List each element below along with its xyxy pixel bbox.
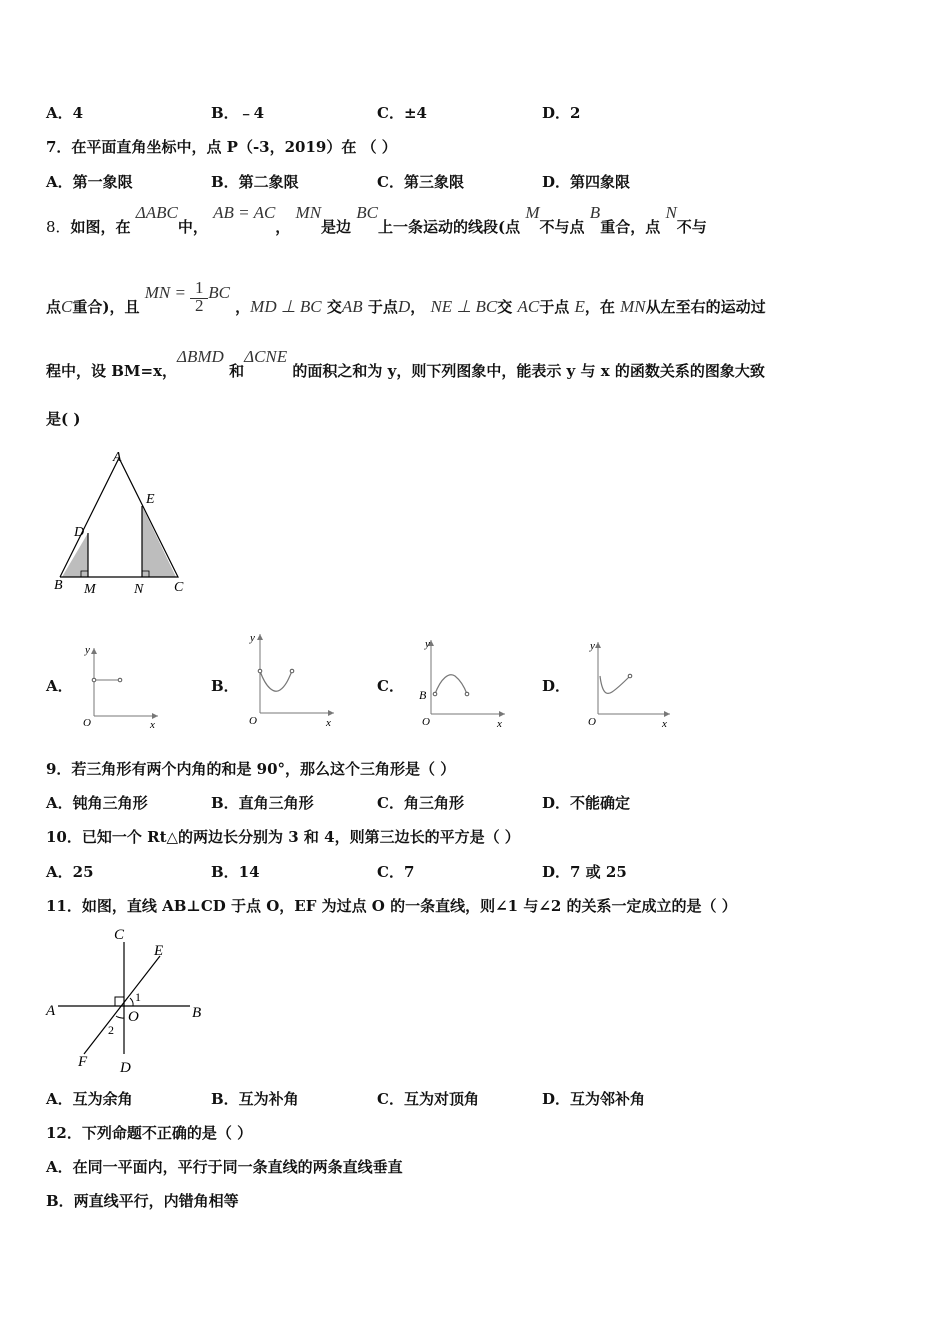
graph-d xyxy=(580,636,675,734)
label-e: E xyxy=(146,492,155,507)
svg-text:O: O xyxy=(83,717,91,729)
q9-stem: 9．若三角形有两个内角的和是 90°，那么这个三角形是（ ） xyxy=(46,760,456,778)
graph-b xyxy=(240,628,340,732)
label-a: A xyxy=(113,450,122,465)
q6-option-d: D．2 xyxy=(542,104,581,122)
shaded-triangle-cne xyxy=(142,506,176,577)
q9-option-d: D．不能确定 xyxy=(542,794,631,812)
q8-option-d: D． xyxy=(542,677,571,695)
q10-option-a: A．25 xyxy=(46,863,94,881)
label-e: E xyxy=(154,943,164,959)
q10-option-c: C．7 xyxy=(377,863,415,881)
q6-option-c: C．±4 xyxy=(377,104,427,122)
q9-option-a: A．钝角三角形 xyxy=(46,794,148,812)
graph-a xyxy=(78,640,163,730)
q11-perpendicular-figure xyxy=(44,922,214,1080)
q12-option-b: B．两直线平行，内错角相等 xyxy=(46,1192,239,1210)
label-c: C xyxy=(114,927,125,943)
q7-stem: 7．在平面直角坐标中，点 P（-3，2019）在 （ ） xyxy=(46,138,397,156)
q12-option-a: A．在同一平面内，平行于同一条直线的两条直线垂直 xyxy=(46,1158,403,1176)
q8-stem-line2: 点C重合)，且 MN = $\frac{1}{2}$ BC ，MD ⊥ BC 交AB 于点D， NE ⊥ BC交 AC于点 E，在 MN从左至右的运动过 xyxy=(46,278,766,316)
label-a: A xyxy=(46,1003,56,1019)
svg-text:x: x xyxy=(497,718,502,730)
svg-text:y: y xyxy=(425,638,430,650)
label-angle-2: 2 xyxy=(108,1023,114,1037)
q8-stem-line3: 程中，设 BM=x，ΔBMD 和ΔCNE 的面积之和为 y，则下列图象中，能表示 y 与 x 的函数关系的图象大致 xyxy=(46,347,765,380)
svg-text:B: B xyxy=(419,688,427,702)
label-d: D xyxy=(74,525,85,540)
svg-text:x: x xyxy=(326,717,331,729)
label-angle-1: 1 xyxy=(135,990,141,1004)
q9-option-c: C．角三角形 xyxy=(377,794,464,812)
q8-option-a: A． xyxy=(46,677,73,695)
q10-option-b: B．14 xyxy=(211,863,260,881)
q11-stem: 11．如图，直线 AB⊥CD 于点 O，EF 为过点 O 的一条直线，则∠1 与∠2 的关系一定成立的是（ ） xyxy=(46,897,737,915)
label-m: M xyxy=(84,582,96,597)
graph-c xyxy=(415,634,510,734)
q8-option-c: C． xyxy=(377,677,404,695)
label-f: F xyxy=(78,1054,88,1070)
q7-option-d: D．第四象限 xyxy=(542,173,631,191)
label-o: O xyxy=(128,1009,139,1025)
label-c: C xyxy=(174,580,184,595)
q8-triangle-figure xyxy=(50,448,195,598)
q8-option-b: B． xyxy=(211,677,239,695)
svg-text:y: y xyxy=(590,640,595,652)
svg-text:x: x xyxy=(662,718,667,730)
svg-text:O: O xyxy=(588,716,596,728)
svg-text:O: O xyxy=(249,715,257,727)
q9-option-b: B．直角三角形 xyxy=(211,794,314,812)
q11-option-b: B．互为补角 xyxy=(211,1090,299,1108)
q7-option-a: A．第一象限 xyxy=(46,173,133,191)
label-n: N xyxy=(134,582,144,597)
q10-option-d: D．7 或 25 xyxy=(542,863,627,881)
q11-option-c: C．互为对顶角 xyxy=(377,1090,479,1108)
label-d: D xyxy=(120,1060,131,1076)
q7-option-b: B．第二象限 xyxy=(211,173,299,191)
q8-stem-line4: 是( ) xyxy=(46,410,81,428)
svg-text:y: y xyxy=(250,632,255,644)
q8-stem-line1: 8．如图，在 ΔABC中， AB = AC， MN是边 BC上一条运动的线段(点 M不与点 B重合，点 N不与 xyxy=(46,203,707,236)
svg-text:O: O xyxy=(422,716,430,728)
svg-text:x: x xyxy=(150,719,155,730)
q11-option-a: A．互为余角 xyxy=(46,1090,133,1108)
q7-option-c: C．第三象限 xyxy=(377,173,464,191)
q10-stem: 10．已知一个 Rt△的两边长分别为 3 和 4，则第三边长的平方是（ ） xyxy=(46,828,520,846)
label-b: B xyxy=(54,578,63,593)
q6-option-b: B．﹣4 xyxy=(211,104,265,122)
q11-option-d: D．互为邻补角 xyxy=(542,1090,646,1108)
fraction-one-half: $\frac{1}{2}$ xyxy=(190,278,208,312)
q12-stem: 12．下列命题不正确的是（ ） xyxy=(46,1124,253,1142)
label-b: B xyxy=(192,1005,202,1021)
q6-option-a: A．4 xyxy=(46,104,84,122)
svg-text:y: y xyxy=(85,644,90,656)
